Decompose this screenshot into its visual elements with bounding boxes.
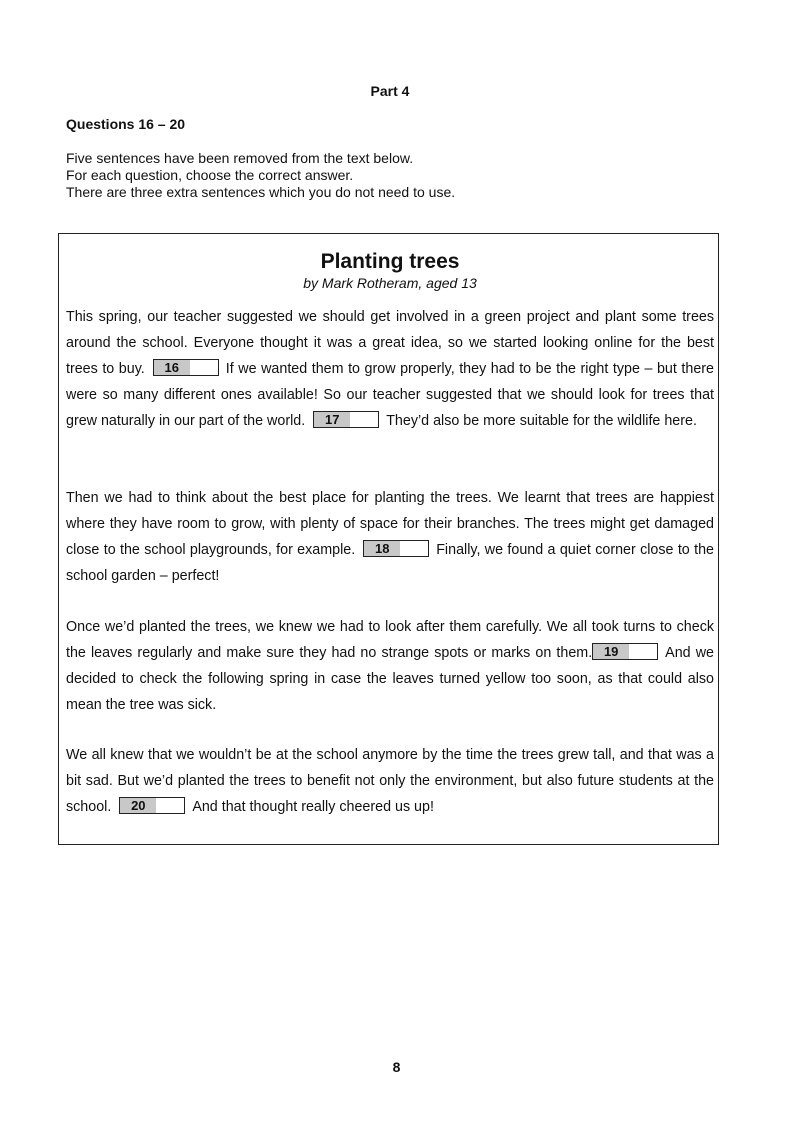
article-byline: by Mark Rotheram, aged 13: [303, 275, 477, 291]
paragraph-text: Then we had to think about the best place for planting the trees. We learnt that trees are happiest where they have room to grow, with plenty of space for their branches. The trees might get damaged close to the school playgrounds, for example.: [66, 490, 714, 559]
answer-gap-19[interactable]: [592, 643, 658, 660]
paragraph-text: This spring, our teacher suggested we should get involved in a green project and plant some trees around the school. Everyone thought it was a great idea, so we started looking online for the best trees to buy.: [66, 309, 714, 378]
instruction-line: Five sentences have been removed from the text below.: [66, 150, 414, 166]
instructions: [66, 150, 455, 201]
gap-number: 17: [314, 412, 350, 427]
answer-gap-18[interactable]: [363, 540, 429, 557]
instruction-line: There are three extra sentences which you do not need to use.: [66, 184, 456, 200]
answer-gap-16[interactable]: [153, 359, 219, 376]
gap-number: 18: [364, 541, 400, 556]
instruction-line: For each question, choose the correct answer.: [66, 167, 354, 183]
questions-heading: Questions 16 – 20: [66, 116, 186, 132]
paragraph-text: Finally, we found a quiet corner close to the school garden – perfect!: [66, 542, 714, 585]
answer-gap-17[interactable]: [313, 411, 379, 428]
paragraph-text: If we wanted them to grow properly, they had to be the right type – but there were so many different ones available! So our teacher suggested that we should look for trees that grew naturally in our part of the world.: [66, 361, 714, 430]
paragraph-text: And we decided to check the following spring in case the leaves turned yellow too soon, as that could also mean the tree was sick.: [66, 645, 714, 714]
part-heading: Part 4: [370, 83, 410, 99]
paragraph-2: [66, 485, 714, 589]
paragraph-text: And that thought really cheered us up!: [192, 799, 434, 816]
paragraph-text: We all knew that we wouldn’t be at the school anymore by the time the trees grew tall, and that was a bit sad. But we’d planted the trees to benefit not only the environment, but also future students at the school.: [66, 747, 714, 816]
paragraph-3: [66, 614, 714, 718]
gap-number: 19: [593, 644, 629, 659]
article-title: Planting trees: [320, 250, 460, 273]
paragraph-4: [66, 742, 714, 820]
gap-number: 20: [120, 798, 156, 813]
paragraph-1: [66, 304, 714, 434]
page-number: 8: [392, 1059, 401, 1075]
paragraph-text: They’d also be more suitable for the wildlife here.: [386, 413, 697, 430]
answer-gap-20[interactable]: [119, 797, 185, 814]
paragraph-text: Once we’d planted the trees, we knew we had to look after them carefully. We all took turns to check the leaves regularly and make sure they had no strange spots or marks on them.: [66, 619, 714, 662]
gap-number: 16: [154, 360, 190, 375]
